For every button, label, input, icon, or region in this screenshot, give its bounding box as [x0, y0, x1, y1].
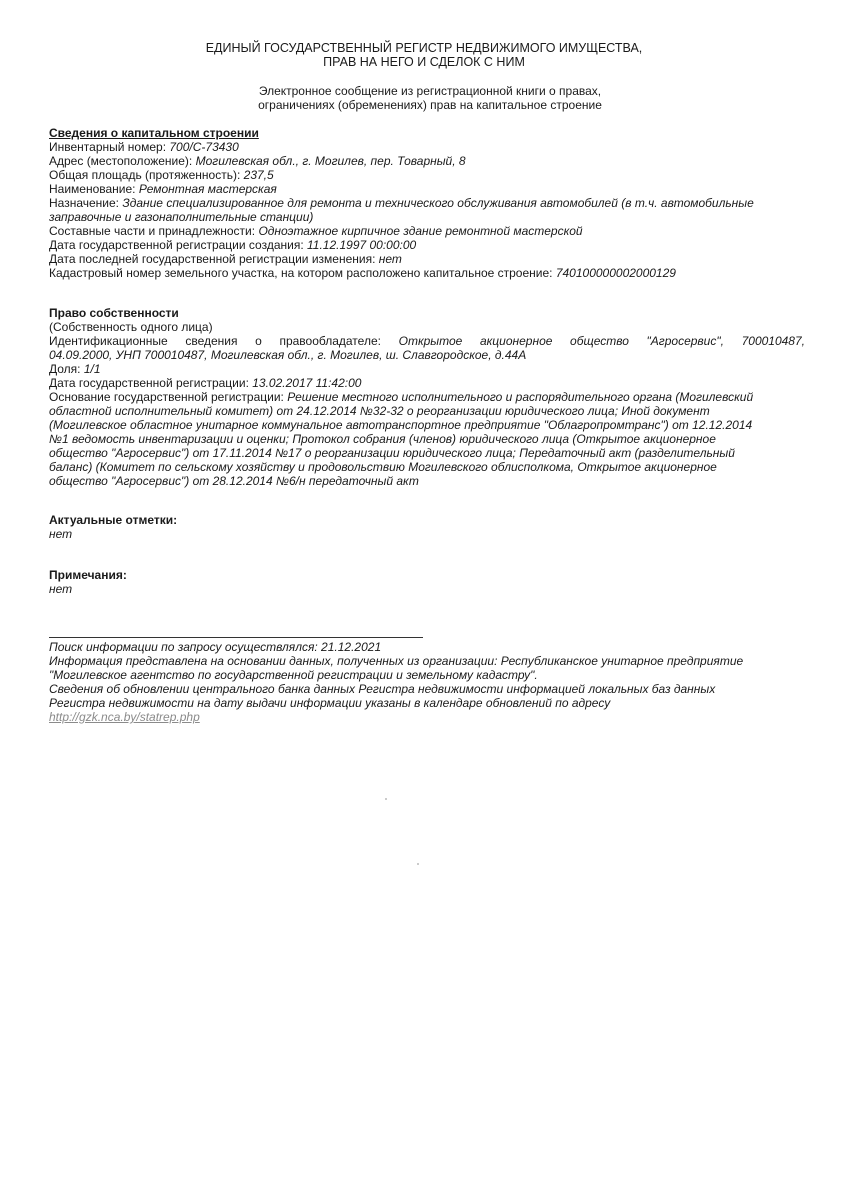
building-section: [49, 126, 805, 280]
last-change-value: нет: [378, 252, 402, 266]
marks-value: нет: [49, 527, 73, 541]
purpose-value-2: заправочные и газонаполнительные станции): [49, 210, 314, 224]
name-value: Ремонтная мастерская: [138, 182, 277, 196]
address-value: Могилевская обл., г. Могилев, пер. Товарный, 8: [195, 154, 466, 168]
ownership-type: (Собственность одного лица): [49, 320, 213, 334]
area-label: Общая площадь (протяженность):: [49, 168, 241, 182]
ownership-section-title: Право собственности: [49, 306, 179, 320]
cadastral-row: [49, 266, 805, 280]
document-header: [0, 41, 848, 69]
notes-title: Примечания:: [49, 568, 127, 582]
share-row: [49, 362, 805, 376]
footer-section: [49, 640, 809, 724]
ownership-date-label: Дата государственной регистрации:: [49, 376, 249, 390]
footer-divider: [49, 637, 423, 638]
basis-line-1: Решение местного исполнительного и распорядительного органа (Могилевский: [287, 390, 754, 404]
parts-row: [49, 224, 805, 238]
footer-line-1: Поиск информации по запросу осуществлялся: 21.12.2021: [49, 640, 382, 654]
parts-value: Одноэтажное кирпичное здание ремонтной мастерской: [258, 224, 583, 238]
cadastral-label: Кадастровый номер земельного участка, на котором расположено капитальное строение:: [49, 266, 553, 280]
footer-line-4: Сведения об обновлении центрального банка данных Регистра недвижимости информацией локальных баз данных: [49, 682, 716, 696]
basis-line-3: (Могилевское областное унитарное коммунальное автотранспортное предприятие "Облагропромтранс") от 12.12.2014: [49, 418, 753, 432]
basis-line-7: общество "Агросервис") от 28.12.2014 №6/н передаточный акт: [49, 474, 419, 488]
last-change-label: Дата последней государственной регистрации изменения:: [49, 252, 376, 266]
address-row: [49, 154, 805, 168]
holder-value-2: 04.09.2000, УНП 700010487, Могилевская обл., г. Могилев, ш. Славгородское, д.44А: [49, 348, 527, 362]
area-value: 237,5: [243, 168, 274, 182]
inventory-row: [49, 140, 805, 154]
purpose-label: Назначение:: [49, 196, 120, 210]
share-value: 1/1: [83, 362, 101, 376]
name-row: [49, 182, 805, 196]
basis-line-5: общество "Агросервис") от 17.11.2014 №17 о реорганизации юридического лица; Передаточный акт (разделительный: [49, 446, 735, 460]
basis-row: [49, 390, 805, 404]
footer-line-5: Регистра недвижимости на дату выдачи информации указаны в календаре обновлений по адресу: [49, 696, 611, 710]
inventory-label: Инвентарный номер:: [49, 140, 167, 154]
basis-line-2: областной исполнительный комитет) от 24.12.2014 №32-32 о реорганизации юридического лица; Иной документ: [49, 404, 710, 418]
scan-speck: [417, 863, 419, 865]
holder-label: Идентификационные сведения о правообладателе:: [49, 334, 381, 348]
subheader-line-2: ограничениях (обременениях) прав на капитальное строение: [258, 98, 602, 112]
subheader-line-1: Электронное сообщение из регистрационной книги о правах,: [258, 84, 602, 98]
creation-date-value: 11.12.1997 00:00:00: [307, 238, 417, 252]
inventory-value: 700/C-73430: [169, 140, 239, 154]
footer-line-2: Информация представлена на основании данных, полученных из организации: Республиканское унитарное предприятие: [49, 654, 744, 668]
creation-date-row: [49, 238, 805, 252]
purpose-value-1: Здание специализированное для ремонта и технического обслуживания автомобилей (в т.ч. автомобильные: [122, 196, 754, 210]
basis-line-6: баланс) (Комитет по сельскому хозяйству и продовольствию Могилевского облисполкома, Открытое акционерное: [49, 460, 717, 474]
name-label: Наименование:: [49, 182, 136, 196]
marks-title: Актуальные отметки:: [49, 513, 178, 527]
share-label: Доля:: [49, 362, 81, 376]
ownership-date-row: [49, 376, 805, 390]
header-line-2: ПРАВ НА НЕГО И СДЕЛОК С НИМ: [323, 55, 525, 69]
basis-label: Основание государственной регистрации:: [49, 390, 284, 404]
ownership-date-value: 13.02.2017 11:42:00: [252, 376, 362, 390]
notes-section: [49, 568, 805, 596]
cadastral-value: 740100000002000129: [555, 266, 676, 280]
holder-row: [49, 334, 805, 348]
parts-label: Составные части и принадлежности:: [49, 224, 256, 238]
last-change-row: [49, 252, 805, 266]
basis-line-4: №1 ведомость инвентаризации и оценки; Протокол собрания (членов) юридического лица (Открытое акционерное: [49, 432, 716, 446]
notes-value: нет: [49, 582, 73, 596]
document-subheader: [0, 84, 848, 112]
ownership-section: [49, 306, 805, 488]
holder-value-1: Открытое акционерное общество "Агросервис", 700010487,: [398, 334, 805, 348]
footer-line-3: "Могилевское агентство по государственной регистрации и земельному кадастру".: [49, 668, 538, 682]
address-label: Адрес (местоположение):: [49, 154, 193, 168]
area-row: [49, 168, 805, 182]
building-section-title: Сведения о капитальном строении: [49, 126, 259, 140]
update-calendar-link[interactable]: http://gzk.nca.by/statrep.php: [49, 710, 200, 724]
header-line-1: ЕДИНЫЙ ГОСУДАРСТВЕННЫЙ РЕГИСТР НЕДВИЖИМОГО ИМУЩЕСТВА,: [205, 41, 643, 55]
creation-date-label: Дата государственной регистрации создания:: [49, 238, 304, 252]
marks-section: [49, 513, 805, 541]
scan-speck: [385, 798, 387, 800]
purpose-row: [49, 196, 805, 210]
